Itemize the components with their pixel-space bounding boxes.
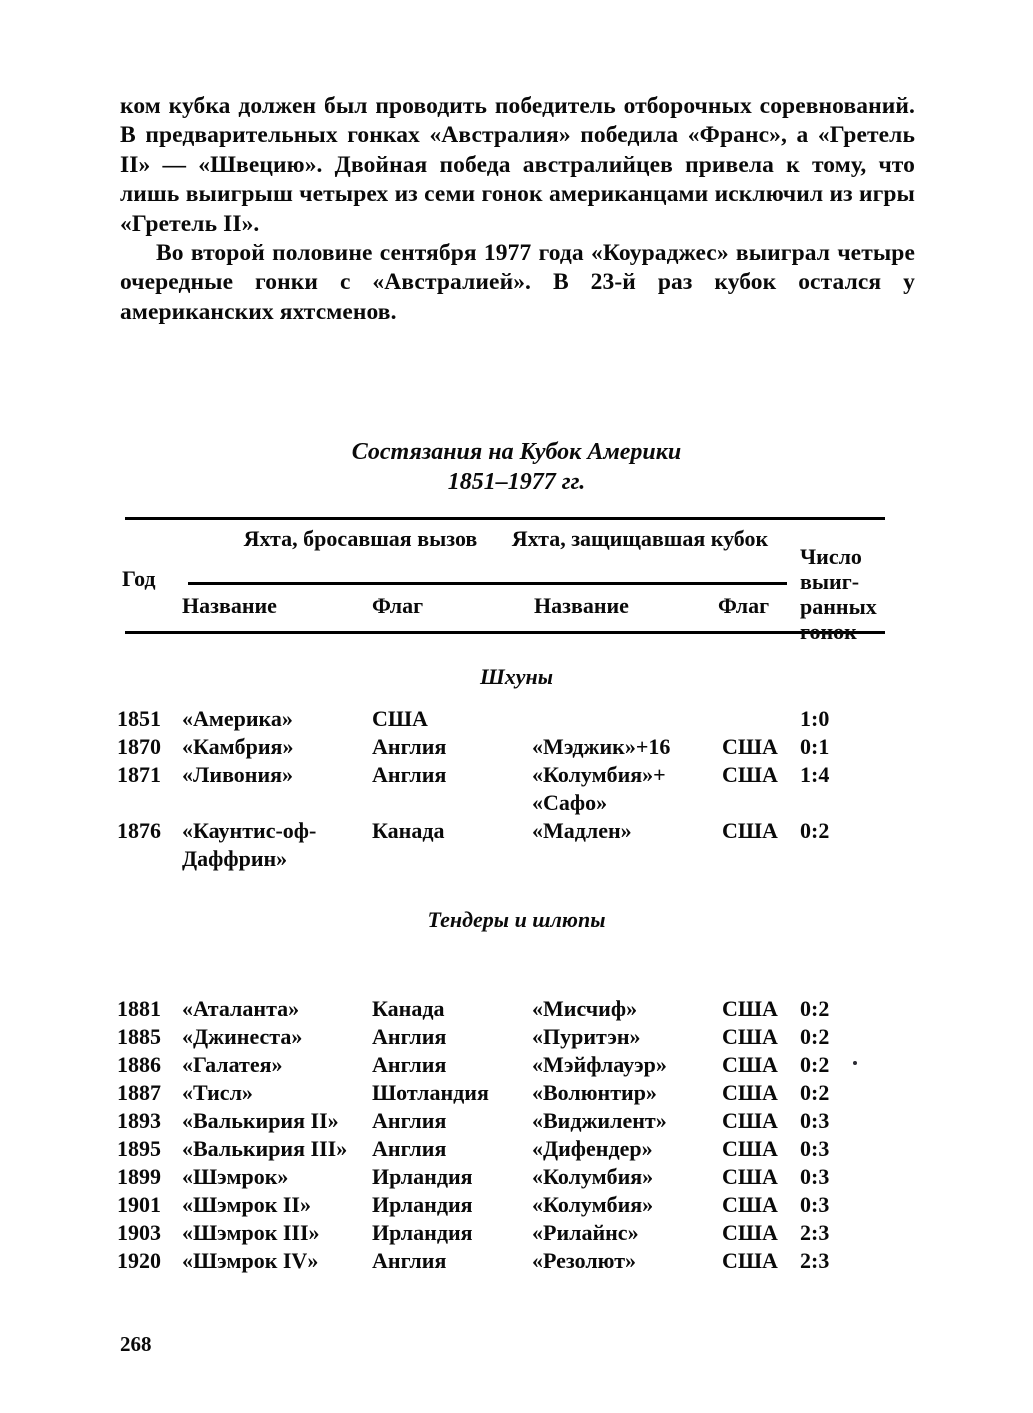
row-challenger-flag: Ирландия (372, 1220, 473, 1245)
header-challenger-name: Название (182, 593, 277, 618)
row-defender-name: «Пуритэн» (532, 1024, 641, 1049)
header-defender-name: Название (534, 593, 629, 618)
row-challenger-flag: Англия (372, 762, 447, 787)
row-defender-name: «Дифендер» (532, 1136, 653, 1161)
row-year: 1876 (117, 818, 161, 843)
row-year: 1881 (117, 996, 161, 1021)
table-row (0, 1079, 1033, 1107)
row-challenger-flag: Англия (372, 1136, 447, 1161)
table-caption-line-2: 1851–1977 гг. (447, 469, 586, 495)
row-challenger-name: «Валькирия III» (182, 1136, 348, 1161)
row-challenger-flag: Англия (372, 1052, 447, 1077)
row-year: 1870 (117, 734, 161, 759)
row-races-won: 0:3 (800, 1136, 830, 1161)
row-races-won: 2:3 (800, 1248, 830, 1273)
row-races-won: 1:4 (800, 762, 830, 787)
row-challenger-name: «Шэмрок» (182, 1164, 289, 1189)
row-defender-name: «Мэджик»+16 (532, 734, 671, 759)
table-rule-bottom (125, 631, 885, 634)
row-races-won: 2:3 (800, 1220, 830, 1245)
row-defender-flag: США (722, 1192, 778, 1217)
row-year: 1901 (117, 1192, 161, 1217)
row-defender-name: «Резолют» (532, 1248, 637, 1273)
row-year: 1871 (117, 762, 161, 787)
section-heading-cutters: Тендеры и шлюпы (427, 907, 606, 932)
row-defender-name: «Волюнтир» (532, 1080, 657, 1105)
row-challenger-flag: Канада (372, 996, 445, 1021)
row-defender-name: «Мисчиф» (532, 996, 638, 1021)
table-caption (0, 437, 1033, 497)
table-row (0, 1191, 1033, 1219)
row-year: 1920 (117, 1248, 161, 1273)
header-defender-group: Яхта, защищавшая кубок (511, 526, 769, 551)
row-challenger-name: «Шэмрок II» (182, 1192, 311, 1217)
header-defender-flag: Флаг (718, 593, 770, 618)
row-defender-flag: США (722, 762, 778, 787)
table-rule-inner (188, 582, 787, 585)
row-defender-flag: США (722, 1164, 778, 1189)
row-challenger-flag: Англия (372, 1024, 447, 1049)
table-row (0, 817, 1033, 871)
row-defender-name: «Виджилент» (532, 1108, 667, 1133)
section-heading-schooners: Шхуны (479, 664, 553, 689)
header-year: Год (122, 566, 156, 591)
table-row (0, 1051, 1033, 1079)
row-challenger-flag: Англия (372, 1108, 447, 1133)
table-row (0, 1163, 1033, 1191)
print-speck (853, 1061, 857, 1065)
row-challenger-flag: Ирландия (372, 1192, 473, 1217)
row-races-won: 1:0 (800, 706, 830, 731)
row-races-won: 0:2 (800, 818, 830, 843)
row-year: 1903 (117, 1220, 161, 1245)
row-races-won: 0:2 (800, 1080, 830, 1105)
row-year: 1893 (117, 1108, 161, 1133)
row-races-won: 0:2 (800, 996, 830, 1021)
table-row (0, 1219, 1033, 1247)
table-row (0, 705, 1033, 733)
row-challenger-name: «Каунтис-оф- (182, 818, 317, 843)
header-races-won: Число выиг-ранных гонок (800, 544, 877, 644)
row-races-won: 0:2 (800, 1052, 830, 1077)
row-races-won: 0:2 (800, 1024, 830, 1049)
row-defender-flag: США (722, 818, 778, 843)
row-year: 1887 (117, 1080, 161, 1105)
body-text (120, 92, 915, 327)
table-row (0, 1247, 1033, 1275)
row-year: 1899 (117, 1164, 161, 1189)
row-challenger-name: «Шэмрок IV» (182, 1248, 319, 1273)
paragraph-2: Во второй половине сентября 1977 года «Коураджес» выиграл четыре очередные гонки с «Австралией». В 23-й раз кубок остался у американских яхтсменов. (120, 240, 915, 325)
row-defender-name: «Мэйфлауэр» (532, 1052, 667, 1077)
row-challenger-flag: Англия (372, 1248, 447, 1273)
row-defender-flag: США (722, 1080, 778, 1105)
row-defender-name: «Колумбия» (532, 1164, 654, 1189)
row-races-won: 0:3 (800, 1192, 830, 1217)
row-races-won: 0:3 (800, 1108, 830, 1133)
row-challenger-name: «Камбрия» (182, 734, 294, 759)
row-defender-name-continued: «Сафо» (532, 790, 608, 815)
row-defender-name: «Колумбия» (532, 1192, 654, 1217)
row-challenger-name: «Джинеста» (182, 1024, 303, 1049)
row-challenger-name-continued: Даффрин» (182, 846, 288, 871)
row-defender-name: «Колумбия»+ (532, 762, 666, 787)
row-defender-name: «Мадлен» (532, 818, 632, 843)
row-year: 1885 (117, 1024, 161, 1049)
row-defender-flag: США (722, 1220, 778, 1245)
row-challenger-flag: Шотландия (372, 1080, 489, 1105)
row-defender-flag: США (722, 1108, 778, 1133)
row-races-won: 0:1 (800, 734, 830, 759)
table-row (0, 733, 1033, 761)
table-row (0, 995, 1033, 1023)
row-year: 1895 (117, 1136, 161, 1161)
header-challenger-flag: Флаг (372, 593, 424, 618)
row-defender-name: «Рилайнс» (532, 1220, 639, 1245)
row-challenger-flag: США (372, 706, 428, 731)
row-challenger-name: «Тисл» (182, 1080, 253, 1105)
row-challenger-flag: Канада (372, 818, 445, 843)
row-defender-flag: США (722, 1248, 778, 1273)
row-defender-flag: США (722, 1024, 778, 1049)
row-year: 1886 (117, 1052, 161, 1077)
table-row (0, 1107, 1033, 1135)
table-rule-top (125, 517, 885, 520)
row-challenger-name: «Ливония» (182, 762, 294, 787)
row-defender-flag: США (722, 734, 778, 759)
row-year: 1851 (117, 706, 161, 731)
row-challenger-name: «Аталанта» (182, 996, 300, 1021)
row-defender-flag: США (722, 996, 778, 1021)
row-defender-flag: США (722, 1136, 778, 1161)
page-number: 268 (120, 1332, 152, 1356)
row-challenger-name: «Шэмрок III» (182, 1220, 320, 1245)
row-challenger-name: «Америка» (182, 706, 293, 731)
table-row (0, 1135, 1033, 1163)
row-challenger-name: «Галатея» (182, 1052, 283, 1077)
row-challenger-flag: Ирландия (372, 1164, 473, 1189)
row-races-won: 0:3 (800, 1164, 830, 1189)
row-challenger-flag: Англия (372, 734, 447, 759)
table-caption-line-1: Состязания на Кубок Америки (351, 439, 682, 465)
paragraph-1: ком кубка должен был проводить победитель отборочных соревнований. В предварительных гонках «Австралия» победила «Франс», а «Гретель II» — «Швецию». Двойная победа австралийцев привела к тому, что лишь выигрыш четырех из семи гонок американцами исключил из игры «Гретель II». (120, 93, 915, 237)
header-challenger-group: Яхта, бросавшая вызов (243, 526, 478, 551)
row-challenger-name: «Валькирия II» (182, 1108, 339, 1133)
row-defender-flag: США (722, 1052, 778, 1077)
table-row (0, 761, 1033, 815)
table-row (0, 1023, 1033, 1051)
